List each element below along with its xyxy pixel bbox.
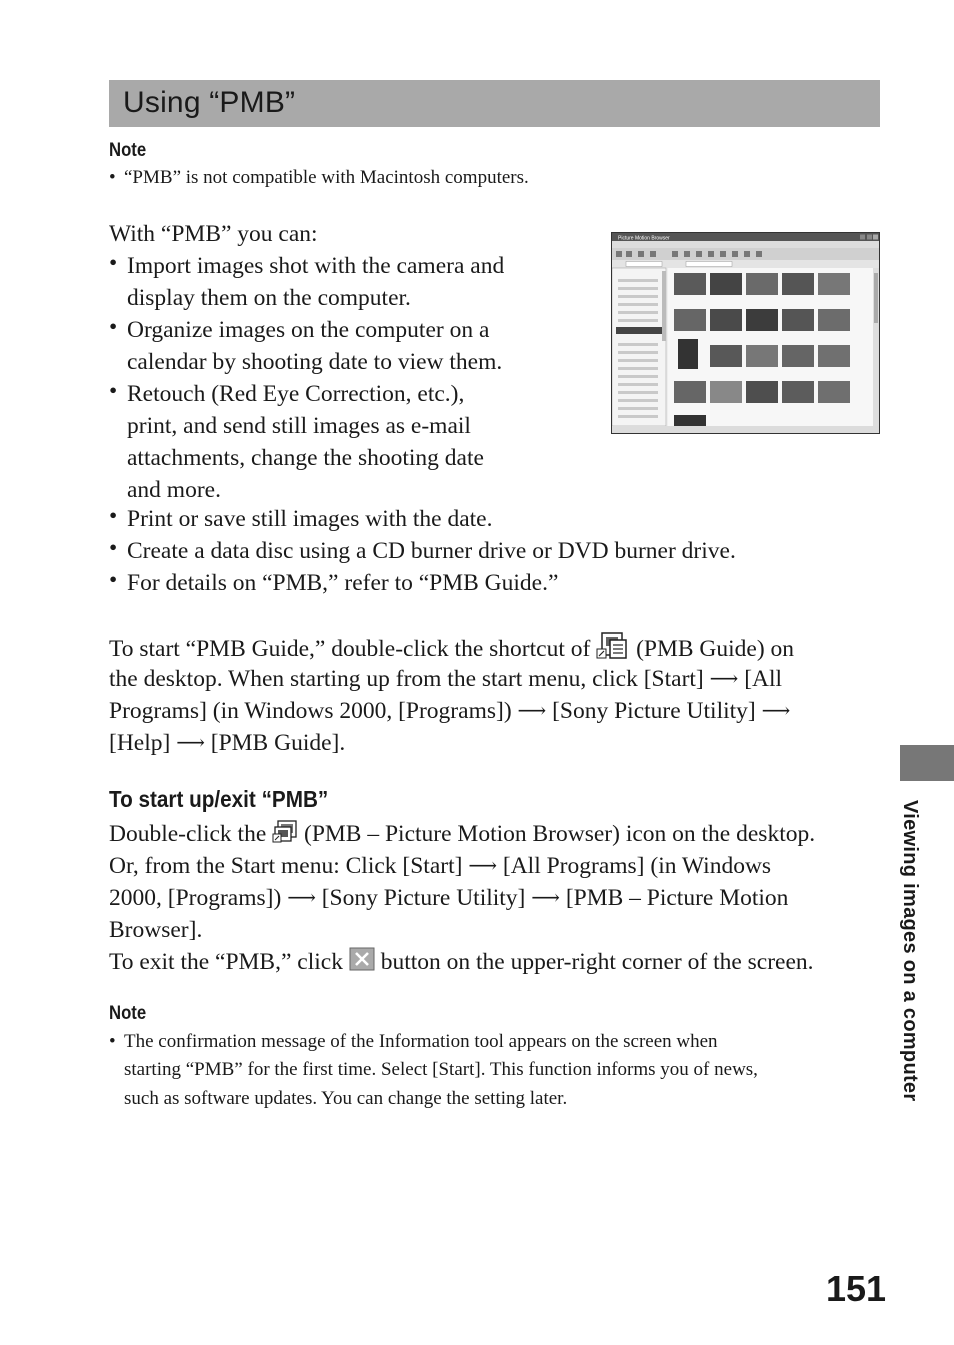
arrow-icon: ⟶ bbox=[287, 887, 316, 909]
startup-text: To exit the “PMB,” click bbox=[109, 949, 343, 975]
startup-text: Double-click the bbox=[109, 821, 267, 847]
chapter-tab bbox=[900, 745, 954, 781]
note-line: The confirmation message of the Information tool appears on the screen when bbox=[124, 1031, 718, 1052]
startup-line-5 bbox=[109, 946, 814, 980]
feature-line: For details on “PMB,” refer to “PMB Guide.” bbox=[127, 570, 559, 596]
guide-text: To start “PMB Guide,” double-click the shortcut of bbox=[109, 635, 591, 662]
feature-line: attachments, change the shooting date bbox=[127, 445, 484, 471]
section-title-bar bbox=[109, 80, 880, 127]
feature-line: and more. bbox=[127, 477, 221, 503]
feature-line: Print or save still images with the date. bbox=[127, 506, 493, 532]
pmb-window-illustration bbox=[612, 233, 879, 433]
chapter-side-label bbox=[893, 800, 923, 1130]
guide-text: (PMB Guide) on bbox=[636, 635, 795, 662]
startup-text: [All Programs] (in Windows bbox=[502, 853, 772, 879]
arrow-icon: ⟶ bbox=[531, 887, 560, 909]
note-item: “PMB” is not compatible with Macintosh computers. bbox=[124, 167, 529, 188]
feature-line: Create a data disc using a CD burner drive or DVD burner drive. bbox=[127, 538, 736, 564]
guide-text: [Sony Picture Utility] bbox=[552, 698, 756, 724]
arrow-icon: ⟶ bbox=[517, 700, 547, 722]
guide-text: [All bbox=[744, 666, 783, 692]
startup-heading: To start up/exit “PMB” bbox=[109, 786, 329, 812]
startup-text: (PMB – Picture Motion Browser) icon on the desktop. bbox=[304, 821, 816, 847]
arrow-icon: ⟶ bbox=[468, 855, 497, 877]
section-title: Using “PMB” bbox=[123, 86, 296, 119]
window-title: Picture Motion Browser bbox=[618, 235, 670, 242]
startup-text: Or, from the Start menu: Click [Start] bbox=[109, 853, 463, 879]
startup-text: button on the upper-right corner of the screen. bbox=[380, 949, 814, 975]
arrow-icon: ⟶ bbox=[709, 668, 739, 690]
guide-text: Programs] (in Windows 2000, [Programs]) bbox=[109, 698, 512, 724]
intro-text: With “PMB” you can: bbox=[109, 221, 318, 247]
startup-text: [PMB – Picture Motion bbox=[565, 885, 789, 911]
feature-line: Import images shot with the camera and bbox=[127, 253, 505, 279]
arrow-icon: ⟶ bbox=[176, 732, 205, 754]
arrow-icon: ⟶ bbox=[761, 700, 791, 722]
feature-line: Organize images on the computer on a bbox=[127, 317, 490, 343]
feature-bullet: • bbox=[109, 378, 118, 404]
note-line: such as software updates. You can change the setting later. bbox=[124, 1088, 568, 1109]
pmb-screenshot bbox=[611, 232, 880, 434]
note-heading: Note bbox=[109, 140, 147, 161]
note-heading: Note bbox=[109, 1003, 147, 1024]
feature-bullet: • bbox=[109, 567, 118, 593]
guide-text: the desktop. When starting up from the start menu, click [Start] bbox=[109, 666, 704, 692]
note-line: starting “PMB” for the first time. Select [Start]. This function informs you of news, bbox=[124, 1059, 758, 1080]
feature-bullet: • bbox=[109, 250, 118, 276]
feature-line: print, and send still images as e-mail bbox=[127, 413, 471, 439]
feature-bullet: • bbox=[109, 503, 118, 529]
feature-line: calendar by shooting date to view them. bbox=[127, 349, 503, 375]
startup-line-4: Browser]. bbox=[109, 917, 203, 943]
note-bullet: • bbox=[109, 1031, 116, 1052]
startup-line-3 bbox=[109, 882, 788, 914]
startup-text: 2000, [Programs]) bbox=[109, 885, 282, 911]
guide-text: [Help] bbox=[109, 730, 171, 756]
feature-bullet: • bbox=[109, 535, 118, 561]
feature-line: Retouch (Red Eye Correction, etc.), bbox=[127, 381, 465, 407]
startup-line-2 bbox=[109, 850, 771, 882]
guide-text: [PMB Guide]. bbox=[210, 730, 346, 756]
note-bullet: • bbox=[109, 167, 116, 188]
feature-bullet: • bbox=[109, 314, 118, 340]
feature-line: display them on the computer. bbox=[127, 285, 411, 311]
close-icon bbox=[349, 947, 375, 980]
guide-line-4 bbox=[109, 727, 345, 759]
chapter-label-text: Viewing images on a computer bbox=[899, 800, 921, 1102]
startup-text: [Sony Picture Utility] bbox=[321, 885, 526, 911]
guide-line-2 bbox=[109, 663, 782, 695]
guide-line-3 bbox=[109, 695, 790, 727]
startup-line-1 bbox=[109, 818, 815, 852]
page-number: 151 bbox=[826, 1268, 887, 1309]
pmb-app-icon bbox=[272, 819, 298, 852]
